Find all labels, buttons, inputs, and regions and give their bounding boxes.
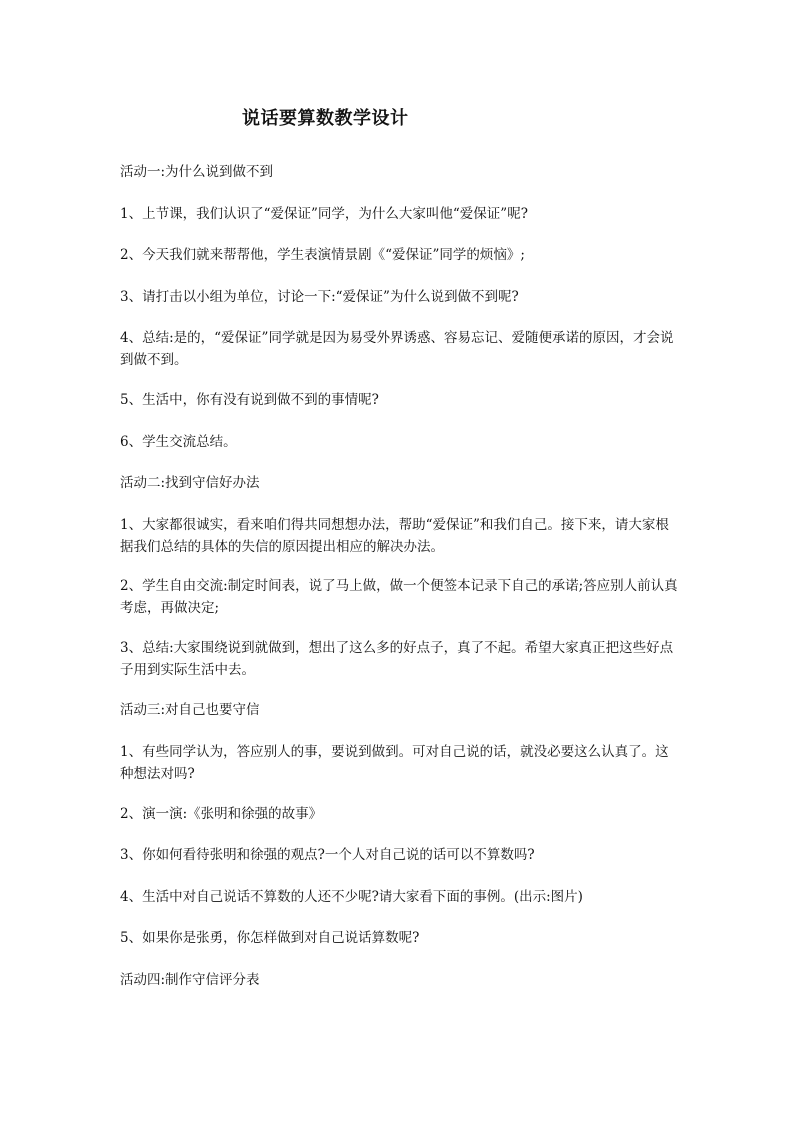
paragraph: 1、有些同学认为，答应别人的事，要说到做到。可对自己说的话，就没必要这么认真了。这种想法对吗? — [120, 744, 669, 782]
paragraph: 3、总结:大家围绕说到就做到，想出了这么多的好点子，真了不起。希望大家真正把这些好点子用到实际生活中去。 — [120, 640, 674, 678]
paragraph: 5、如果你是张勇，你怎样做到对自己说话算数呢? — [120, 930, 420, 946]
paragraph: 2、演一演:《张明和徐强的故事》 — [120, 806, 323, 822]
section-heading-2: 活动二:找到守信好办法 — [120, 475, 260, 491]
paragraph: 3、你如何看待张明和徐强的观点?一个人对自己说的话可以不算数吗? — [120, 847, 535, 863]
paragraph: 4、总结:是的，“爱保证”同学就是因为易受外界诱惑、容易忘记、爱随便承诺的原因，才会说到做不到。 — [120, 330, 674, 368]
section-heading-3: 活动三:对自己也要守信 — [120, 702, 260, 718]
paragraph: 1、上节课，我们认识了“爱保证”同学，为什么大家叫他“爱保证”呢? — [120, 206, 528, 222]
section-heading-4: 活动四:制作守信评分表 — [120, 972, 260, 988]
paragraph: 5、生活中，你有没有说到做不到的事情呢? — [120, 392, 379, 408]
paragraph: 6、学生交流总结。 — [120, 434, 237, 450]
section-heading-1: 活动一:为什么说到做不到 — [120, 164, 274, 180]
document-title: 说话要算数教学设计 — [242, 108, 409, 129]
paragraph: 4、生活中对自己说话不算数的人还不少呢?请大家看下面的事例。(出示:图片) — [120, 889, 583, 905]
paragraph: 3、请打击以小组为单位，讨论一下:“爱保证”为什么说到做不到呢? — [120, 289, 519, 305]
paragraph: 1、大家都很诚实，看来咱们得共同想想办法，帮助“爱保证”和我们自己。接下来，请大家根据我们总结的具体的失信的原因提出相应的解决办法。 — [120, 517, 669, 555]
paragraph: 2、今天我们就来帮帮他，学生表演情景剧《“爱保证”同学的烦恼》; — [120, 247, 525, 263]
paragraph: 2、学生自由交流:制定时间表，说了马上做，做一个便签本记录下自己的承诺;答应别人前认真考虑，再做决定; — [120, 578, 678, 616]
